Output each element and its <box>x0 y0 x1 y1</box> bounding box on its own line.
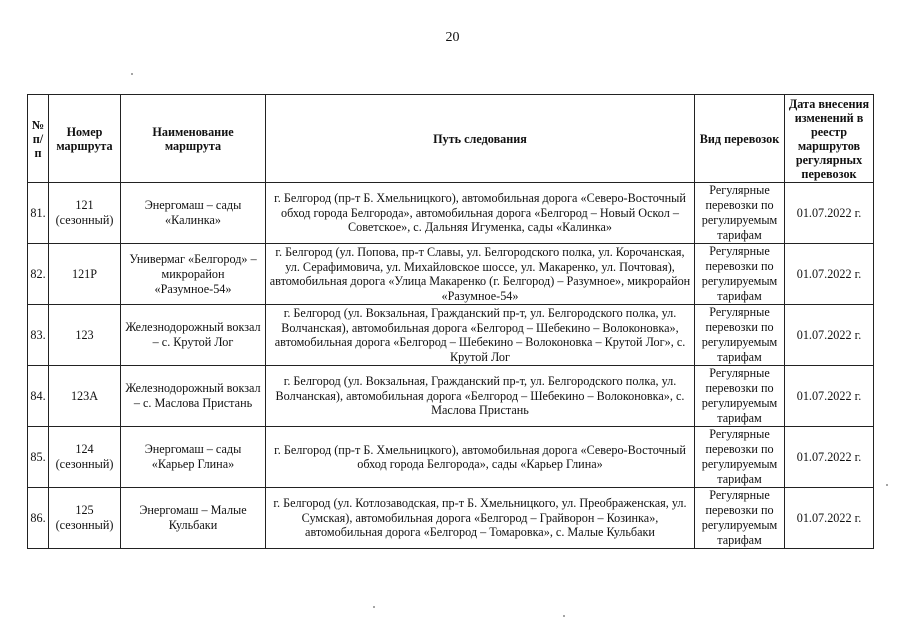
row-transport-type: Регулярные перевозки по регулируемым тарифам <box>695 305 785 366</box>
row-route-name: Энергомаш – сады «Карьер Глина» <box>121 427 266 488</box>
scan-speck <box>373 606 375 608</box>
page-number: 20 <box>445 30 460 45</box>
row-path: г. Белгород (ул. Вокзальная, Гражданский пр-т, ул. Белгородского полка, ул. Волчанская), автомобильная дорога «Белгород – Шебекино – Волоконовка», с. Маслова Пристань <box>266 366 695 427</box>
row-route-number: 123А <box>49 366 121 427</box>
row-route-name: Энергомаш – Малые Кульбаки <box>121 488 266 549</box>
header-route-number: Номер маршрута <box>49 95 121 183</box>
row-transport-type: Регулярные перевозки по регулируемым тарифам <box>695 427 785 488</box>
row-route-number: 125 (сезонный) <box>49 488 121 549</box>
row-route-number: 121Р <box>49 244 121 305</box>
table-header-row <box>28 95 874 183</box>
header-num: № п/п <box>28 95 49 183</box>
row-change-date: 01.07.2022 г. <box>785 366 874 427</box>
row-change-date: 01.07.2022 г. <box>785 244 874 305</box>
row-num: 81. <box>28 183 49 244</box>
row-path: г. Белгород (ул. Попова, пр-т Славы, ул. Белгородского полка, ул. Корочанская, ул. Серафимовича, ул. Михайловское шоссе, ул. Макаренко, ул. Почтовая), автомобильная дорога «Улица Макаренко (г. Белгород) – Разумное», микрорайон «Разумное-54» <box>266 244 695 305</box>
row-path: г. Белгород (пр-т Б. Хмельницкого), автомобильная дорога «Северо-Восточный обход города Белгорода», автомобильная дорога «Белгород – Новый Оскол – Советское», с. Дальняя Игуменка, сады «Калинка» <box>266 183 695 244</box>
header-path: Путь следования <box>266 95 695 183</box>
header-change-date: Дата внесения изменений в реестр маршрутов регулярных перевозок <box>785 95 874 183</box>
table-row <box>28 427 874 488</box>
row-num: 86. <box>28 488 49 549</box>
row-num: 84. <box>28 366 49 427</box>
table-row <box>28 488 874 549</box>
row-transport-type: Регулярные перевозки по регулируемым тарифам <box>695 244 785 305</box>
row-change-date: 01.07.2022 г. <box>785 305 874 366</box>
routes-table <box>27 94 874 549</box>
row-change-date: 01.07.2022 г. <box>785 427 874 488</box>
row-num: 82. <box>28 244 49 305</box>
row-route-name: Универмаг «Белгород» – микрорайон «Разумное-54» <box>121 244 266 305</box>
row-change-date: 01.07.2022 г. <box>785 183 874 244</box>
table-row <box>28 366 874 427</box>
row-route-number: 123 <box>49 305 121 366</box>
scan-speck <box>563 615 565 617</box>
row-route-name: Энергомаш – сады «Калинка» <box>121 183 266 244</box>
row-route-number: 121 (сезонный) <box>49 183 121 244</box>
row-num: 85. <box>28 427 49 488</box>
row-route-name: Железнодорожный вокзал – с. Маслова Пристань <box>121 366 266 427</box>
header-transport-type: Вид перевозок <box>695 95 785 183</box>
row-transport-type: Регулярные перевозки по регулируемым тарифам <box>695 366 785 427</box>
scan-speck <box>886 484 888 486</box>
row-transport-type: Регулярные перевозки по регулируемым тарифам <box>695 183 785 244</box>
table-row <box>28 183 874 244</box>
row-path: г. Белгород (ул. Котлозаводская, пр-т Б. Хмельницкого, ул. Преображенская, ул. Сумская), автомобильная дорога «Белгород – Грайворон – Козинка», автомобильная дорога «Белгород – Томаровка», с. Малые Кульбаки <box>266 488 695 549</box>
table-row <box>28 244 874 305</box>
row-route-name: Железнодорожный вокзал – с. Крутой Лог <box>121 305 266 366</box>
row-change-date: 01.07.2022 г. <box>785 488 874 549</box>
row-num: 83. <box>28 305 49 366</box>
table-row <box>28 305 874 366</box>
scan-speck <box>131 73 133 75</box>
row-transport-type: Регулярные перевозки по регулируемым тарифам <box>695 488 785 549</box>
row-route-number: 124 (сезонный) <box>49 427 121 488</box>
header-route-name: Наименование маршрута <box>121 95 266 183</box>
row-path: г. Белгород (пр-т Б. Хмельницкого), автомобильная дорога «Северо-Восточный обход города Белгорода», сады «Карьер Глина» <box>266 427 695 488</box>
row-path: г. Белгород (ул. Вокзальная, Гражданский пр-т, ул. Белгородского полка, ул. Волчанская), автомобильная дорога «Белгород – Шебекино – Волоконовка», автомобильная дорога «Белгород – Шебекино – Волоконовка – Крутой Лог», с. Крутой Лог <box>266 305 695 366</box>
